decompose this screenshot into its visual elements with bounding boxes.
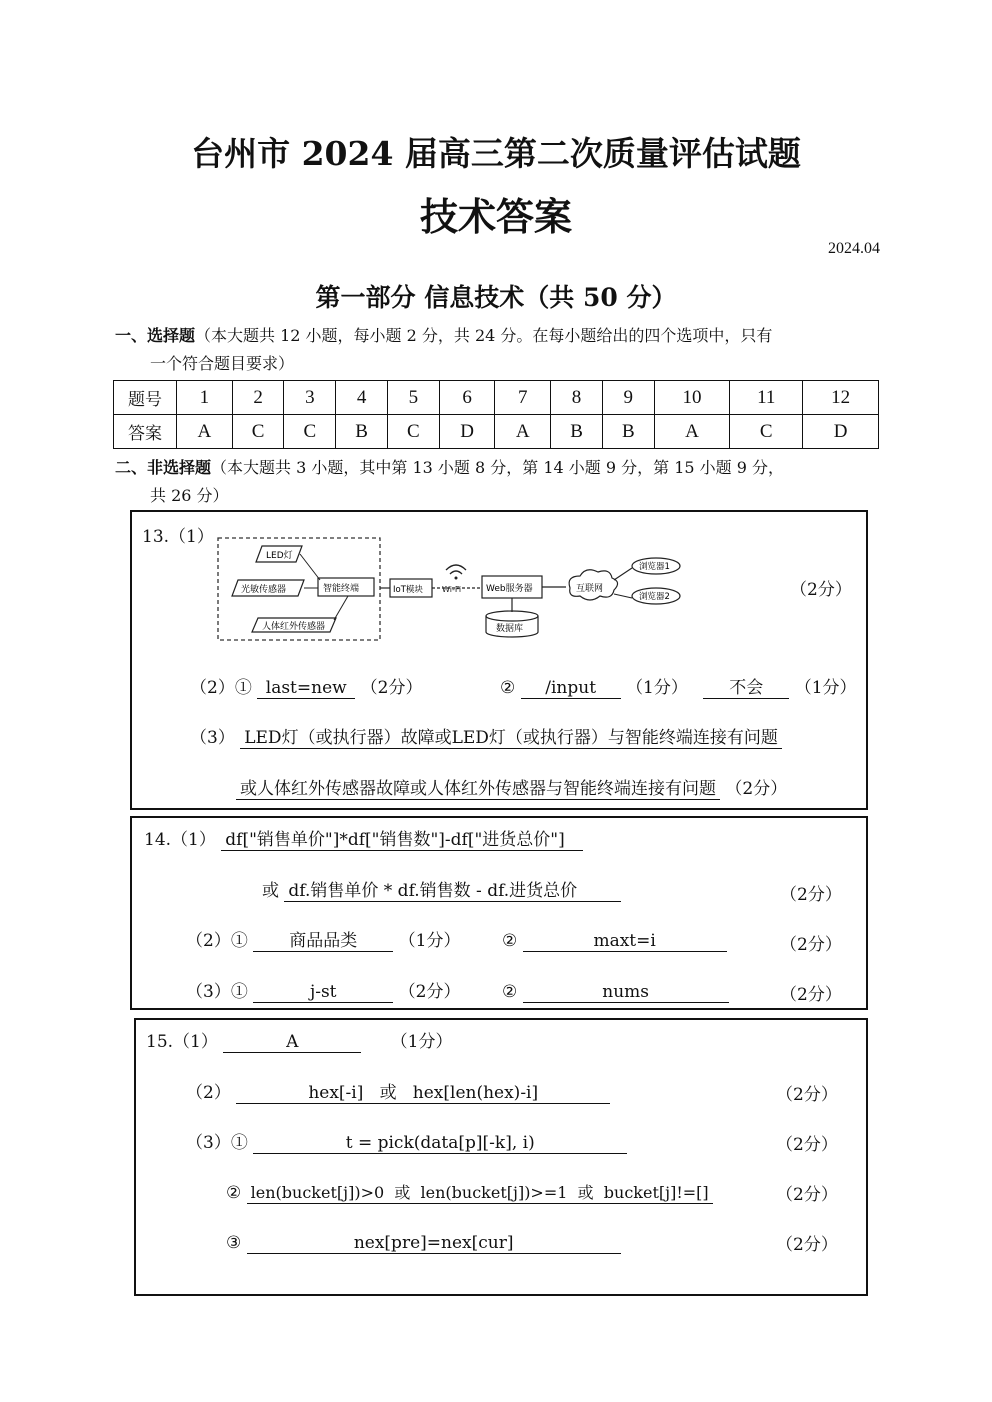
q13-p3-label: （3） [190,728,235,748]
section1-heading [115,322,772,350]
q-number: 9 [602,381,654,415]
q14-p3-answer1: j-st [253,982,393,1003]
row-label-number: 题号 [114,381,177,415]
q15-p3-score1: （2分） [776,1135,838,1155]
q14-p2-answer1: 商品品类 [253,931,393,952]
q15-box [134,1018,868,1296]
q15-p1-row [146,1031,453,1053]
q-number: 4 [336,381,388,415]
q13-p2-answer2: /input [521,678,621,699]
q13-number: 13.（1） [142,527,214,547]
section2-note: （本大题共 3 小题，其中第 13 小题 8 分，第 14 小题 9 分，第 15 小题 9 分， [211,458,785,477]
arrow-pir [334,596,348,620]
exam-subtitle: 技术答案 [419,194,572,239]
q15-p3-answer1: t = pick(data[p][-k], i) [253,1133,627,1154]
wifi-label: Wi-Fi [442,585,462,594]
q-number: 1 [177,381,233,415]
q-number: 7 [495,381,551,415]
q15-p3-label2: ② [226,1183,242,1203]
q13-p2-score1: （2分） [360,678,423,698]
section2-note-line2: 共 26 分） [150,486,229,505]
q-number: 8 [551,381,603,415]
q14-p2-row-b [502,930,727,952]
q15-p1-score: （1分） [390,1032,453,1052]
pir-sensor-label: 人体红外传感器 [262,622,326,632]
q13-p3-answer-line2: 或人体红外传感器故障或人体红外传感器与智能终端连接有问题 [236,779,720,800]
q14-p1-answer-line2: df.销售单价 * df.销售数 - df.进货总价 [284,881,621,902]
section2-title: 二、非选择题 [115,458,212,477]
q-number: 3 [284,381,336,415]
q-answer: D [439,415,495,449]
q-number: 2 [232,381,284,415]
browser2-label: 浏览器2 [639,592,670,602]
browser1-label: 浏览器1 [639,562,670,572]
internet-browser2-link [614,594,632,598]
exam-title: 台州市 2024 届高三第二次质量评估试题 [191,134,801,173]
q14-p1-row2 [262,880,621,902]
q-answer: C [284,415,336,449]
q-number: 10 [654,381,730,415]
section1-note-2 [150,350,294,378]
q-answer: C [387,415,439,449]
q14-p1-or: 或 [262,881,279,901]
iot-label: IoT模块 [393,585,423,595]
q14-p3-label: （3）① [186,982,248,1002]
q15-number: 15.（1） [146,1032,218,1052]
q14-p1-row1 [144,829,583,851]
q15-p3-row2 [226,1182,713,1204]
q-answer: C [730,415,803,449]
part-heading: 第一部分 信息技术（共 50 分） [315,283,677,312]
q-answer: B [551,415,603,449]
q15-p3-score2: （2分） [776,1185,838,1205]
exam-date: 2024.04 [828,240,880,257]
q14-p2-row [186,930,460,952]
q15-p2-answer: hex[-i] 或 hex[len(hex)-i] [236,1083,610,1104]
q15-p3-label: （3）① [186,1133,248,1153]
q15-p3-answer2: len(bucket[j])>0 或 len(bucket[j])>=1 或 bucket[j]!=[] [247,1183,713,1204]
section2-note-2 [150,482,229,510]
q14-p3-row-b [502,981,729,1003]
q15-p3-label3: ③ [226,1233,242,1253]
q14-p2-answer2: maxt=i [523,931,727,952]
q14-p2-score2: （2分） [780,935,842,955]
answer-table-number-row [114,381,879,415]
answer-table-answer-row [114,415,879,449]
q15-p3-answer3: nex[pre]=nex[cur] [247,1233,621,1254]
section1-note-line2: 一个符合题目要求） [150,354,295,373]
q-answer: D [803,415,879,449]
q14-p2-score1: （1分） [398,931,461,951]
q14-p3-answer2: nums [523,982,729,1003]
q13-p2-answer1: last=new [257,678,355,699]
q15-p2-label: （2） [186,1083,231,1103]
q15-p1-answer: A [223,1032,361,1053]
q-number: 12 [803,381,879,415]
q-answer: A [495,415,551,449]
q14-p2-label2: ② [502,931,518,951]
row-label-answer: 答案 [114,415,177,449]
web-server-label: Web服务器 [486,584,533,594]
q15-p3-row1 [186,1132,627,1154]
q13-p3-row1 [190,727,782,749]
q13-p2-score3: （1分） [794,678,857,698]
q-number: 11 [730,381,803,415]
database-label: 数据库 [496,624,524,634]
q13-p2-row [190,677,422,699]
q-answer: B [602,415,654,449]
q15-p2-row [186,1082,610,1104]
q-number: 5 [387,381,439,415]
q13-p3-score: （2分） [725,779,788,799]
q15-p2-score: （2分） [776,1085,838,1105]
q14-p3-score1: （2分） [398,982,461,1002]
q13-p2-score2: （1分） [626,678,688,698]
q13-p3-answer-line1: LED灯（或执行器）故障或LED灯（或执行器）与智能终端连接有问题 [240,728,782,749]
q14-p3-row [186,981,460,1003]
q13-p1-score: （2分） [790,580,852,600]
q13-p2-answer3: 不会 [703,678,789,699]
answer-table [113,380,879,449]
q-answer: B [336,415,388,449]
led-label: LED灯 [266,551,293,561]
q14-p3-score2: （2分） [780,985,842,1005]
q-number: 6 [439,381,495,415]
q13-system-diagram [210,532,700,652]
wifi-icon [446,565,466,580]
q14-p3-label2: ② [502,982,518,1002]
q14-p2-label: （2）① [186,931,248,951]
q13-p2-label: （2）① [190,678,252,698]
q13-p2-row-b [500,677,857,699]
light-sensor-label: 光敏传感器 [241,585,287,595]
q15-p3-score3: （2分） [776,1235,838,1255]
smart-terminal-label: 智能终端 [323,584,360,594]
section1-title: 一、选择题 [115,326,196,345]
section1-note: （本大题共 12 小题，每小题 2 分，共 24 分。在每小题给出的四个选项中，只有 [195,326,773,345]
q13-p3-row2 [236,778,787,800]
q13-p2-label2: ② [500,678,516,698]
q15-p3-row3 [226,1232,621,1254]
q-answer: A [177,415,233,449]
section2-heading [115,454,784,482]
q14-p1-score: （2分） [780,885,842,905]
internet-label: 互联网 [576,584,604,594]
arrow-led [300,554,320,580]
q14-p1-answer-line1: df["销售单价"]*df["销售数"]-df["进货总价"] [221,830,582,851]
q-answer: A [654,415,730,449]
q-answer: C [232,415,284,449]
q14-number: 14.（1） [144,830,216,850]
internet-browser1-link [614,568,632,580]
